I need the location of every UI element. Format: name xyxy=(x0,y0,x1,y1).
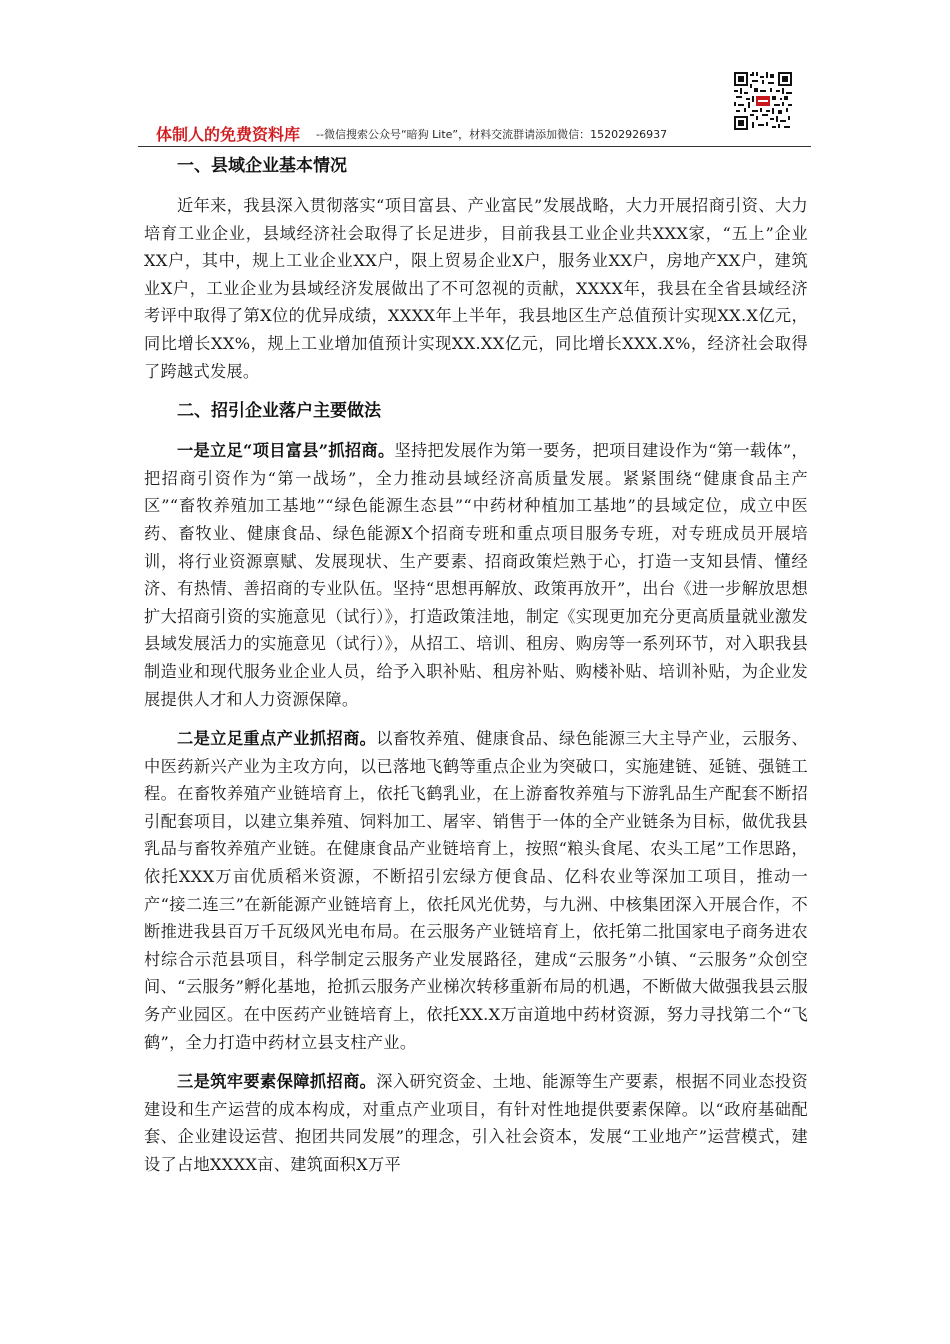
paragraph-factor-guarantee xyxy=(144,1068,808,1178)
paragraph-text: 深入研究资金、土地、能源等生产要素，根据不同业态投资建设和生产运营的成本构成，对重点产业项目，有针对性地提供要素保障。以“政府基础配套、企业建设运营、抱团共同发展”的理念，引入社会资本，发展“工业地产”运营模式，建设了占地XXXX亩、建筑面积X万平 xyxy=(144,1072,808,1174)
section-title-main-practices: 二、招引企业落户主要做法 xyxy=(177,401,381,422)
paragraph-project-investment xyxy=(144,437,808,713)
section-title-basic-situation: 一、县域企业基本情况 xyxy=(177,156,347,176)
header-note: --微信搜索公众号“暗狗 Lite”，材料交流群请添加微信：15202926937 xyxy=(316,128,668,141)
page-header xyxy=(138,70,811,146)
paragraph-basic-situation xyxy=(144,192,808,385)
header-divider xyxy=(138,146,811,147)
paragraph-key-industries xyxy=(144,725,808,1056)
paragraph-lead: 三是筑牢要素保障抓招商。 xyxy=(177,1072,377,1092)
qr-code-icon xyxy=(734,72,792,130)
paragraph-text: 近年来，我县深入贯彻落实“项目富县、产业富民”发展战略，大力开展招商引资、大力培育工业企业，县域经济社会取得了长足进步，目前我县工业企业共XXX家，“五上”企业XX户，其中，规上工业企业XX户，限上贸易企业X户，服务业XX户，房地产XX户，建筑业X户，工业企业为县域经济发展做出了不可忽视的贡献，XXXX年，我县在全省县域经济考评中取得了第X位的优异成绩，XXXX年上半年，我县地区生产总值预计实现XX.X亿元，同比增长XX%，规上工业增加值预计实现XX.XX亿元，同比增长XXX.X%，经济社会取得了跨越式发展。 xyxy=(144,196,808,381)
document-body xyxy=(144,152,808,1191)
paragraph-lead: 一是立足“项目富县”抓招商。 xyxy=(177,441,395,461)
paragraph-text: 坚持把发展作为第一要务，把项目建设作为“第一载体”，把招商引资作为“第一战场”，全力推动县域经济高质量发展。紧紧围绕“健康食品主产区”“畜牧养殖加工基地”“绿色能源生态县”“中药材种植加工基地”的县域定位，成立中医药、畜牧业、健康食品、绿色能源X个招商专班和重点项目服务专班，对专班成员开展培训，将行业资源禀赋、发展现状、生产要素、招商政策烂熟于心，打造一支知县情、懂经济、有热情、善招商的专业队伍。坚持“思想再解放、政策再放开”，出台《进一步解放思想扩大招商引资的实施意见（试行）》，打造政策洼地，制定《实现更加充分更高质量就业激发县域发展活力的实施意见（试行）》，从招工、培训、租房、购房等一系列环节，对入职我县制造业和现代服务业企业人员，给予入职补贴、租房补贴、购楼补贴、培训补贴，为企业发展提供人才和人力资源保障。 xyxy=(144,441,808,709)
paragraph-lead: 二是立足重点产业抓招商。 xyxy=(177,729,377,749)
header-brand: 体制人的免费资料库 xyxy=(156,125,301,144)
paragraph-text: 以畜牧养殖、健康食品、绿色能源三大主导产业，云服务、中医药新兴产业为主攻方向，以已落地飞鹤等重点企业为突破口，实施建链、延链、强链工程。在畜牧养殖产业链培育上，依托飞鹤乳业，在上游畜牧养殖与下游乳品生产配套不断招引配套项目，以建立集养殖、饲料加工、屠宰、销售于一体的全产业链条为目标，做优我县乳品与畜牧养殖产业链。在健康食品产业链培育上，按照“粮头食尾、农头工尾”工作思路，依托XXX万亩优质稻米资源，不断招引宏绿方便食品、亿科农业等深加工项目，推动一产“接二连三”在新能源产业链培育上，依托风光优势，与九洲、中核集团深入开展合作，不断推进我县百万千瓦级风光电布局。在云服务产业链培育上，依托第二批国家电子商务进农村综合示范县项目，科学制定云服务产业发展路径，建成“云服务”小镇、“云服务”众创空间、“云服务”孵化基地，抢抓云服务产业梯次转移重新布局的机遇，不断做大做强我县云服务产业园区。在中医药产业链培育上，依托XX.X万亩道地中药材资源，努力寻找第二个“飞鹤”，全力打造中药材立县支柱产业。 xyxy=(144,729,808,1052)
